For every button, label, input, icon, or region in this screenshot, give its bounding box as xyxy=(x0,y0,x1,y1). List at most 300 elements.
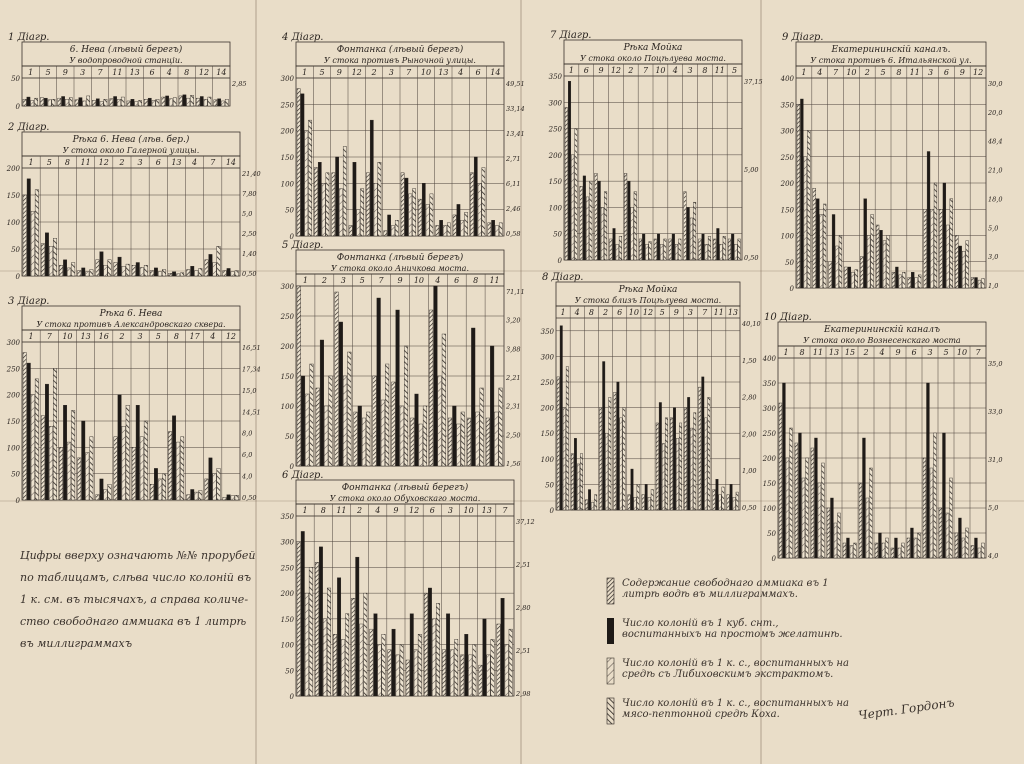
bar-liebig-extract xyxy=(705,244,708,260)
bar-koch-medium xyxy=(345,614,348,696)
bar-liebig-extract xyxy=(591,502,593,510)
bar-ammonia xyxy=(955,236,958,289)
bar-simple-gelatin xyxy=(388,215,391,236)
y-tick-label: 50 xyxy=(785,258,794,267)
bar-simple-gelatin xyxy=(483,619,486,696)
category-label: 6 xyxy=(475,68,481,77)
bar-koch-medium xyxy=(126,264,129,276)
bar-simple-gelatin xyxy=(319,547,322,696)
bar-ammonia xyxy=(78,271,81,276)
bar-simple-gelatin xyxy=(673,408,675,510)
bar-simple-gelatin xyxy=(975,538,978,558)
bar-ammonia xyxy=(614,392,616,510)
category-label: 5 xyxy=(659,308,665,317)
category-label: 1 xyxy=(801,68,807,77)
ammonia-value-label: 6,11 xyxy=(506,180,521,188)
chart-svg xyxy=(6,30,256,110)
category-label: 13 xyxy=(438,68,449,77)
bar-liebig-extract xyxy=(67,268,70,276)
bar-liebig-extract xyxy=(867,236,870,289)
chart-subtitle: У стока близъ Поцѣлуева моста. xyxy=(574,296,722,305)
bar-liebig-extract xyxy=(662,443,664,510)
bar-koch-medium xyxy=(217,468,220,500)
bar-simple-gelatin xyxy=(63,260,66,276)
bar-koch-medium xyxy=(480,388,484,466)
chart-title: Рѣка Мойка xyxy=(618,285,678,295)
bar-liebig-extract xyxy=(31,395,34,500)
chart-subtitle: У стока противъ Александровскаго сквера. xyxy=(36,320,226,329)
bar-koch-medium xyxy=(208,97,211,106)
bar-liebig-extract xyxy=(616,244,619,260)
ammonia-value-label: 1,56 xyxy=(506,460,521,468)
y-tick-label: 200 xyxy=(762,455,776,463)
y-tick-label: 150 xyxy=(6,192,20,200)
ammonia-value-label: 5,00 xyxy=(744,166,759,174)
bar-liebig-extract xyxy=(690,428,692,510)
category-label: 4 xyxy=(166,68,172,77)
ammonia-value-label: 37,12 xyxy=(516,518,535,526)
y-tick-label: 300 xyxy=(280,538,294,547)
bar-koch-medium xyxy=(823,204,826,288)
legend-swatch-koch-medium xyxy=(606,696,616,728)
ammonia-value-label: 2,80 xyxy=(516,604,531,612)
bar-simple-gelatin xyxy=(848,267,851,288)
legend xyxy=(606,576,856,736)
y-tick-label: 300 xyxy=(280,283,294,291)
chart-svg xyxy=(280,468,540,700)
category-label: 10 xyxy=(62,332,73,341)
y-tick-label: 200 xyxy=(6,391,20,400)
bar-liebig-extract xyxy=(65,99,68,106)
category-label: 12 xyxy=(225,332,237,341)
bar-ammonia xyxy=(297,542,300,696)
category-label: 11 xyxy=(714,66,725,75)
bar-simple-gelatin xyxy=(943,433,946,558)
bar-koch-medium xyxy=(309,120,312,236)
bar-liebig-extract xyxy=(620,418,622,510)
ammonia-value-label: 5,0 xyxy=(988,504,999,512)
bar-liebig-extract xyxy=(176,274,179,276)
bar-simple-gelatin xyxy=(574,438,576,510)
bar-ammonia xyxy=(132,447,135,500)
bar-ammonia xyxy=(223,271,226,276)
chart-subtitle: У стока противъ Рыночной улицы. xyxy=(324,56,476,65)
bar-koch-medium xyxy=(90,270,93,276)
bar-ammonia xyxy=(442,650,445,696)
ammonia-value-label: 0,50 xyxy=(744,254,759,262)
bar-ammonia xyxy=(580,186,583,260)
bar-liebig-extract xyxy=(469,655,472,696)
category-label: 2 xyxy=(863,348,869,357)
bar-liebig-extract xyxy=(86,453,89,500)
y-tick-label: 0 xyxy=(15,103,20,110)
bar-ammonia xyxy=(557,377,559,510)
bar-liebig-extract xyxy=(962,251,965,288)
bar-ammonia xyxy=(205,260,208,276)
bar-koch-medium xyxy=(934,183,937,288)
category-label: 1 xyxy=(783,348,789,357)
bar-liebig-extract xyxy=(396,655,399,696)
bar-simple-gelatin xyxy=(959,246,962,288)
bar-simple-gelatin xyxy=(136,405,139,500)
bar-simple-gelatin xyxy=(415,394,419,466)
bar-simple-gelatin xyxy=(731,234,734,260)
bar-simple-gelatin xyxy=(598,181,601,260)
y-tick-label: 300 xyxy=(548,99,562,108)
bar-liebig-extract xyxy=(915,278,918,289)
bar-simple-gelatin xyxy=(895,267,898,288)
bar-simple-gelatin xyxy=(603,362,605,510)
bar-ammonia xyxy=(795,443,798,558)
diagram-label: 5 Діагр. xyxy=(282,240,324,251)
category-label: 2 xyxy=(864,68,870,77)
bar-liebig-extract xyxy=(86,272,89,276)
bar-liebig-extract xyxy=(104,489,107,500)
chart-title: Екатерининскій каналъ xyxy=(823,325,941,335)
ammonia-value-label: 17,34 xyxy=(242,365,261,374)
chart-diagram-5 xyxy=(280,238,530,470)
bar-simple-gelatin xyxy=(702,234,705,260)
bar-koch-medium xyxy=(191,95,194,106)
bar-koch-medium xyxy=(348,352,352,466)
chart-diagram-2 xyxy=(6,120,266,280)
bar-ammonia xyxy=(429,310,433,466)
bar-ammonia xyxy=(453,215,456,236)
bar-liebig-extract xyxy=(381,400,385,466)
bar-liebig-extract xyxy=(476,412,480,466)
bar-ammonia xyxy=(461,655,464,696)
bar-ammonia xyxy=(875,543,878,558)
y-tick-label: 0 xyxy=(771,555,776,562)
bar-simple-gelatin xyxy=(82,421,85,500)
bar-liebig-extract xyxy=(883,241,886,288)
y-tick-label: 0 xyxy=(289,693,294,700)
y-tick-label: 50 xyxy=(285,667,294,676)
ammonia-value-label: 71,11 xyxy=(506,288,525,296)
diagram-label: 1 Діагр. xyxy=(8,32,50,43)
bar-simple-gelatin xyxy=(118,257,121,276)
bar-koch-medium xyxy=(156,99,159,106)
category-label: 10 xyxy=(463,506,474,515)
diagram-label: 2 Діагр. xyxy=(8,122,50,133)
y-tick-label: 250 xyxy=(280,564,294,573)
bar-ammonia xyxy=(388,650,391,696)
bar-ammonia xyxy=(497,624,500,696)
bar-koch-medium xyxy=(361,189,364,236)
category-label: 3 xyxy=(388,68,394,77)
y-tick-label: 100 xyxy=(6,219,20,227)
bar-koch-medium xyxy=(52,99,55,106)
bar-koch-medium xyxy=(104,99,107,106)
bar-koch-medium xyxy=(604,192,607,260)
bar-simple-gelatin xyxy=(815,438,818,558)
ammonia-value-label: 7,80 xyxy=(242,190,257,198)
category-label: 3 xyxy=(137,332,143,341)
ammonia-value-label: 33,0 xyxy=(988,408,1003,416)
ammonia-value-label: 37,15 xyxy=(744,78,763,86)
diagram-label: 9 Діагр. xyxy=(782,32,824,43)
category-label: 1 xyxy=(28,68,34,77)
y-tick-label: 250 xyxy=(762,430,776,438)
category-label: 6 xyxy=(454,276,460,285)
ammonia-value-label: 20,0 xyxy=(988,108,1003,117)
bar-simple-gelatin xyxy=(831,498,834,558)
bar-simple-gelatin xyxy=(154,468,157,500)
bar-liebig-extract xyxy=(31,100,34,106)
bar-ammonia xyxy=(96,260,99,276)
bar-liebig-extract xyxy=(946,225,949,288)
y-tick-label: 150 xyxy=(280,154,294,162)
bar-koch-medium xyxy=(738,239,741,260)
bar-liebig-extract xyxy=(735,244,738,260)
bar-ammonia xyxy=(297,89,300,236)
bar-simple-gelatin xyxy=(96,99,99,106)
y-tick-label: 400 xyxy=(762,355,776,363)
bar-liebig-extract xyxy=(400,406,404,466)
category-label: 4 xyxy=(672,66,678,75)
ammonia-value-label: 40,10 xyxy=(742,320,761,328)
bar-koch-medium xyxy=(423,406,427,466)
bar-simple-gelatin xyxy=(377,298,381,466)
bar-ammonia xyxy=(845,267,848,288)
bar-simple-gelatin xyxy=(959,518,962,558)
bar-ammonia xyxy=(699,387,701,510)
ammonia-value-label: 0,58 xyxy=(506,230,521,238)
category-label: 6 xyxy=(617,308,623,317)
bar-koch-medium xyxy=(121,97,124,106)
bar-koch-medium xyxy=(623,408,625,510)
legend-text: Число колоній въ 1 к. с., воспитанныхъ на мясо-пептонной средѣ Коха. xyxy=(622,698,849,720)
y-tick-label: 200 xyxy=(6,165,20,173)
bar-simple-gelatin xyxy=(358,406,362,466)
y-tick-label: 50 xyxy=(545,481,554,490)
bar-ammonia xyxy=(150,271,153,276)
bar-simple-gelatin xyxy=(832,215,835,289)
bar-koch-medium xyxy=(35,190,38,276)
legend-swatch-ammonia xyxy=(606,576,616,608)
category-label: 2 xyxy=(371,68,377,77)
bar-ammonia xyxy=(168,273,171,276)
y-tick-label: 0 xyxy=(15,273,20,280)
chart-title: Рѣка Мойка xyxy=(623,43,683,53)
bar-koch-medium xyxy=(637,484,639,510)
bar-koch-medium xyxy=(108,260,111,276)
bar-liebig-extract xyxy=(378,645,381,696)
bar-koch-medium xyxy=(366,412,370,466)
y-tick-label: 300 xyxy=(780,127,794,136)
y-tick-label: 100 xyxy=(280,180,294,189)
category-label: 12 xyxy=(98,158,109,167)
y-tick-label: 350 xyxy=(280,513,294,521)
chart-diagram-10 xyxy=(762,310,1012,562)
category-label: 5 xyxy=(319,68,325,77)
category-label: 5 xyxy=(155,332,161,341)
bar-ammonia xyxy=(779,403,782,558)
bar-ammonia xyxy=(684,192,687,260)
bar-simple-gelatin xyxy=(422,183,425,236)
bar-koch-medium xyxy=(649,242,652,260)
bar-liebig-extract xyxy=(195,492,198,500)
bar-liebig-extract xyxy=(899,275,902,288)
bar-liebig-extract xyxy=(660,244,663,260)
bar-koch-medium xyxy=(966,528,969,558)
category-label: 7 xyxy=(702,308,708,317)
bar-koch-medium xyxy=(144,265,147,276)
category-label: 8 xyxy=(896,68,902,77)
category-label: 4 xyxy=(210,332,216,341)
bar-ammonia xyxy=(59,447,62,500)
bar-ammonia xyxy=(78,458,81,500)
bar-simple-gelatin xyxy=(702,377,704,510)
ammonia-value-label: 8,0 xyxy=(242,429,253,438)
bar-simple-gelatin xyxy=(645,484,647,510)
category-label: 13 xyxy=(828,348,840,357)
y-tick-label: 300 xyxy=(6,339,20,347)
bar-koch-medium xyxy=(482,168,485,236)
y-tick-label: 250 xyxy=(280,313,294,321)
bar-liebig-extract xyxy=(152,100,155,106)
bar-koch-medium xyxy=(385,364,389,466)
bar-ammonia xyxy=(406,660,409,696)
plot-frame xyxy=(778,346,986,558)
bar-koch-medium xyxy=(722,487,724,510)
bar-simple-gelatin xyxy=(148,98,151,106)
diagram-label: 3 Діагр. xyxy=(8,296,50,307)
bar-koch-medium xyxy=(144,421,147,500)
chart-title: Фонтанка (лѣвый берегъ) xyxy=(341,483,469,493)
bar-koch-medium xyxy=(854,543,857,558)
chart-diagram-9 xyxy=(780,30,1012,292)
bar-ammonia xyxy=(859,483,862,558)
bar-liebig-extract xyxy=(676,438,678,510)
bar-koch-medium xyxy=(326,173,329,236)
category-label: 13 xyxy=(129,68,140,77)
category-label: 3 xyxy=(80,68,86,77)
bar-simple-gelatin xyxy=(927,152,930,289)
bar-liebig-extract xyxy=(140,267,143,276)
chart-subtitle: У стока около Галерной улицы. xyxy=(62,146,200,155)
chart-subtitle: У стока около Поцѣлуева моста. xyxy=(580,54,726,63)
bar-ammonia xyxy=(150,484,153,500)
bar-koch-medium xyxy=(566,367,568,510)
bar-simple-gelatin xyxy=(301,376,305,466)
bar-ammonia xyxy=(639,239,642,260)
bar-ammonia xyxy=(670,418,672,510)
category-label: 8 xyxy=(184,68,190,77)
explanatory-note xyxy=(20,545,260,655)
bar-liebig-extract xyxy=(322,183,325,236)
bar-liebig-extract xyxy=(135,102,138,106)
legend-item xyxy=(606,656,856,692)
bar-koch-medium xyxy=(473,645,476,696)
chart-subtitle: У водопроводной станціи. xyxy=(69,56,183,65)
bar-ammonia xyxy=(332,173,335,236)
bar-koch-medium xyxy=(806,458,809,558)
ammonia-value-label: 31,0 xyxy=(988,456,1003,464)
bar-koch-medium xyxy=(173,98,176,106)
bar-simple-gelatin xyxy=(716,479,718,510)
bar-koch-medium xyxy=(108,484,111,500)
bar-liebig-extract xyxy=(820,215,823,289)
bar-liebig-extract xyxy=(946,513,949,558)
bar-ammonia xyxy=(565,108,568,260)
bar-simple-gelatin xyxy=(374,614,377,696)
bar-liebig-extract xyxy=(213,263,216,277)
bar-ammonia xyxy=(907,538,910,558)
category-label: 17 xyxy=(189,332,200,341)
category-label: 9 xyxy=(895,348,901,357)
bar-liebig-extract xyxy=(49,246,52,276)
bar-liebig-extract xyxy=(850,546,853,559)
category-label: 9 xyxy=(959,68,965,77)
category-label: 5 xyxy=(46,158,52,167)
y-tick-label: 100 xyxy=(762,505,776,513)
y-tick-label: 300 xyxy=(280,75,294,83)
category-label: 9 xyxy=(336,68,342,77)
bar-simple-gelatin xyxy=(717,228,720,260)
chart-diagram-1 xyxy=(6,30,256,110)
bar-simple-gelatin xyxy=(879,533,882,558)
bar-koch-medium xyxy=(918,275,921,288)
y-tick-label: 250 xyxy=(6,365,20,374)
bar-koch-medium xyxy=(35,379,38,500)
y-tick-label: 50 xyxy=(285,206,294,215)
legend-item xyxy=(606,616,856,652)
category-label: 6 xyxy=(943,68,949,77)
bar-simple-gelatin xyxy=(27,179,30,276)
bar-liebig-extract xyxy=(631,207,634,260)
category-label: 4 xyxy=(435,276,441,285)
y-tick-label: 350 xyxy=(780,101,794,110)
bar-koch-medium xyxy=(594,495,596,510)
ammonia-value-label: 14,51 xyxy=(242,408,261,417)
category-label: 9 xyxy=(598,66,604,75)
chart-svg xyxy=(540,270,766,514)
bar-ammonia xyxy=(314,168,317,236)
y-tick-label: 250 xyxy=(548,125,562,134)
bar-ammonia xyxy=(971,546,974,559)
bar-simple-gelatin xyxy=(730,484,732,510)
ammonia-value-label: 3,88 xyxy=(506,345,521,354)
category-label: 7 xyxy=(97,68,103,77)
bar-ammonia xyxy=(354,412,358,466)
bar-liebig-extract xyxy=(675,244,678,260)
bar-liebig-extract xyxy=(231,272,234,276)
bar-simple-gelatin xyxy=(209,254,212,276)
category-label: 7 xyxy=(833,68,839,77)
y-tick-label: 50 xyxy=(11,75,20,83)
bar-simple-gelatin xyxy=(118,395,121,500)
bar-ammonia xyxy=(624,173,627,260)
bar-koch-medium xyxy=(679,423,681,510)
bar-simple-gelatin xyxy=(62,96,65,106)
y-tick-label: 350 xyxy=(548,73,562,81)
bar-ammonia xyxy=(75,100,78,106)
bar-simple-gelatin xyxy=(353,162,356,236)
ammonia-value-label: 6,0 xyxy=(242,451,253,460)
ammonia-value-label: 0,50 xyxy=(242,270,257,278)
y-tick-label: 250 xyxy=(280,101,294,110)
y-tick-label: 200 xyxy=(280,590,294,599)
bar-simple-gelatin xyxy=(672,234,675,260)
bar-koch-medium xyxy=(619,236,622,260)
bar-simple-gelatin xyxy=(428,588,431,696)
bar-ammonia xyxy=(401,173,404,236)
bar-koch-medium xyxy=(609,397,611,510)
chart-diagram-8 xyxy=(540,270,766,514)
bar-koch-medium xyxy=(736,492,738,510)
category-label: 11 xyxy=(336,506,347,515)
